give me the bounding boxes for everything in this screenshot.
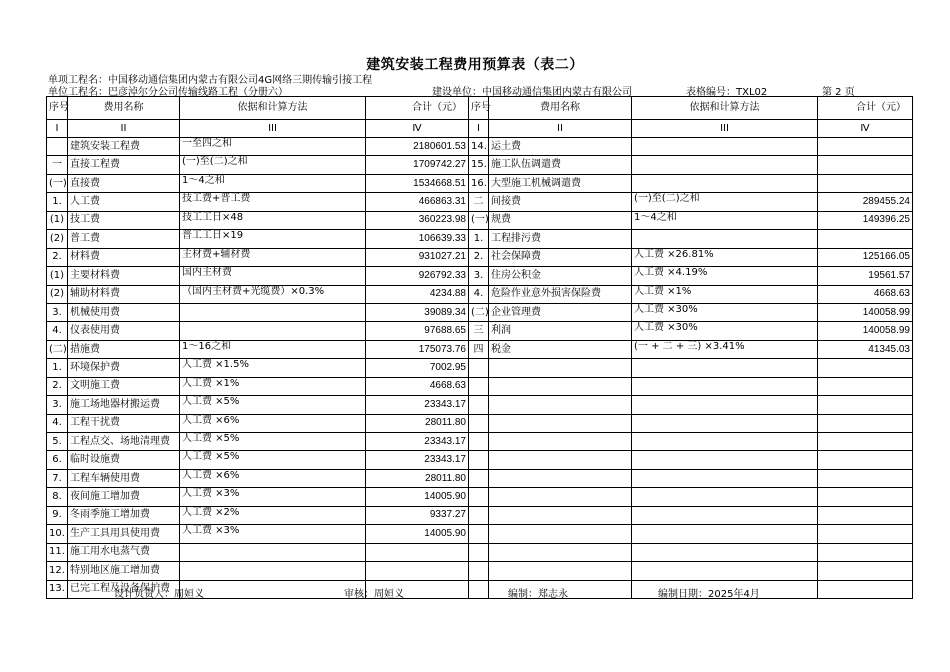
fee-name	[489, 506, 632, 524]
fee-name: 工程点交、场地清理费	[68, 433, 180, 451]
table-row	[47, 469, 913, 487]
calc-basis	[180, 562, 366, 580]
calc-basis: 人工费 ×5%	[180, 451, 366, 469]
fee-name: 工程干扰费	[68, 414, 180, 432]
total-amount: 23343.17	[366, 451, 469, 469]
fee-name: 危险作业意外损害保险费	[489, 285, 632, 303]
fee-name: 特别地区施工增加费	[68, 562, 180, 580]
fee-name	[489, 488, 632, 506]
total-amount: 4668.63	[366, 377, 469, 395]
fee-name	[489, 469, 632, 487]
table-row	[47, 433, 913, 451]
total-amount: 39089.34	[366, 303, 469, 321]
fee-name	[489, 543, 632, 561]
total-amount	[818, 230, 913, 248]
calc-basis: 人工费 ×4.19%	[632, 267, 818, 285]
page-title: 建筑安装工程费用预算表（表二）	[366, 57, 584, 73]
total-amount: 1534668.51	[366, 174, 469, 192]
table-row	[47, 211, 913, 229]
row-number: 3.	[47, 396, 68, 414]
fee-name: 直接工程费	[68, 156, 180, 174]
row-number: 2.	[47, 377, 68, 395]
total-amount: 931027.21	[366, 248, 469, 266]
total-amount: 23343.17	[366, 433, 469, 451]
fee-name: 施工队伍调遣费	[489, 156, 632, 174]
fee-name: 冬雨季施工增加费	[68, 506, 180, 524]
calc-basis: 人工费 ×6%	[180, 414, 366, 432]
row-number	[469, 469, 489, 487]
fee-name: 运土费	[489, 138, 632, 156]
roman-cell: III	[180, 120, 366, 138]
calc-basis: 人工费 ×2%	[180, 506, 366, 524]
fee-name	[489, 451, 632, 469]
total-amount	[818, 525, 913, 543]
table-row	[47, 138, 913, 156]
total-amount	[818, 580, 913, 598]
total-amount: 140058.99	[818, 322, 913, 340]
row-number	[469, 414, 489, 432]
calc-basis: 人工费 ×30%	[632, 322, 818, 340]
table-row	[47, 359, 913, 377]
reviewer-label: 审核：周姮义	[344, 589, 404, 600]
calc-basis: 人工费 ×26.81%	[632, 248, 818, 266]
total-amount: 1709742.27	[366, 156, 469, 174]
calc-basis: (一)至(二)之和	[632, 193, 818, 211]
fee-name: 规费	[489, 211, 632, 229]
calc-basis: 国内主材费	[180, 267, 366, 285]
roman-cell: I	[47, 120, 68, 138]
page-number: 第 2 页	[822, 87, 855, 98]
calc-basis: （国内主材费+光缆费）×0.3%	[180, 285, 366, 303]
calc-basis: 人工费 ×1.5%	[180, 359, 366, 377]
row-number: 3.	[469, 267, 489, 285]
calc-basis: 1～4之和	[180, 174, 366, 192]
calc-basis: 人工费 ×30%	[632, 303, 818, 321]
total-amount	[818, 359, 913, 377]
calc-basis: (一 + 二 + 三) ×3.41%	[632, 340, 818, 358]
row-number: (二)	[469, 303, 489, 321]
budget-table	[46, 96, 913, 599]
project-name: 单项工程名：中国移动通信集团内蒙古有限公司4G网络三期传输引接工程	[48, 75, 373, 86]
calc-basis: 普工工日×19	[180, 230, 366, 248]
fee-name: 辅助材料费	[68, 285, 180, 303]
total-amount	[366, 562, 469, 580]
total-amount	[818, 543, 913, 561]
row-number: 1.	[47, 193, 68, 211]
calc-basis: 1～16之和	[180, 340, 366, 358]
fee-name: 工程排污费	[489, 230, 632, 248]
total-amount: 466863.31	[366, 193, 469, 211]
col-header-total-2: 合计（元）	[818, 97, 913, 120]
fee-name	[489, 377, 632, 395]
total-amount: 23343.17	[366, 396, 469, 414]
row-number: 7.	[47, 469, 68, 487]
calc-basis: 人工费 ×5%	[180, 396, 366, 414]
total-amount: 14005.90	[366, 525, 469, 543]
row-number: 4.	[469, 285, 489, 303]
row-number: 15.	[469, 156, 489, 174]
row-number: 12.	[47, 562, 68, 580]
fee-name: 施工用水电蒸气费	[68, 543, 180, 561]
col-header-total: 合计（元）	[366, 97, 469, 120]
fee-name	[489, 433, 632, 451]
roman-cell: Ⅳ	[818, 120, 913, 138]
fee-name: 材料费	[68, 248, 180, 266]
table-row	[47, 377, 913, 395]
calc-basis: 技工工日×48	[180, 211, 366, 229]
row-number: (一)	[469, 211, 489, 229]
calc-basis	[180, 543, 366, 561]
fee-name: 施工场地器材搬运费	[68, 396, 180, 414]
fee-name: 建筑安装工程费	[68, 138, 180, 156]
total-amount: 360223.98	[366, 211, 469, 229]
total-amount	[818, 506, 913, 524]
total-amount: 125166.05	[818, 248, 913, 266]
calc-basis	[180, 303, 366, 321]
fee-name: 直接费	[68, 174, 180, 192]
col-header-name-2: 费用名称	[489, 97, 632, 120]
fee-name: 普工费	[68, 230, 180, 248]
table-row	[47, 451, 913, 469]
row-number	[469, 488, 489, 506]
table-row	[47, 543, 913, 561]
row-number	[47, 138, 68, 156]
total-amount: 106639.33	[366, 230, 469, 248]
table-row	[47, 506, 913, 524]
row-number: 2.	[469, 248, 489, 266]
row-number	[469, 377, 489, 395]
calc-basis	[180, 322, 366, 340]
compiler-label: 编制：郑志永	[508, 589, 568, 600]
table-row	[47, 174, 913, 192]
total-amount	[818, 377, 913, 395]
roman-cell: II	[489, 120, 632, 138]
total-amount: 4668.63	[818, 285, 913, 303]
fee-name	[489, 359, 632, 377]
fee-name: 利润	[489, 322, 632, 340]
fee-name: 住房公积金	[489, 267, 632, 285]
table-row	[47, 267, 913, 285]
calc-basis	[632, 433, 818, 451]
total-amount: 41345.03	[818, 340, 913, 358]
fee-name: 间接费	[489, 193, 632, 211]
roman-index-row	[47, 120, 913, 138]
row-number: 三	[469, 322, 489, 340]
total-amount: 2180601.53	[366, 138, 469, 156]
fee-name: 人工费	[68, 193, 180, 211]
calc-basis	[180, 580, 366, 598]
row-number: 13.	[47, 580, 68, 598]
fee-name: 已完工程及设备保护费	[68, 580, 180, 598]
row-number: 1.	[47, 359, 68, 377]
total-amount: 175073.76	[366, 340, 469, 358]
row-number: 16.	[469, 174, 489, 192]
total-amount: 140058.99	[818, 303, 913, 321]
fee-name: 技工费	[68, 211, 180, 229]
calc-basis: (一)至(二)之和	[180, 156, 366, 174]
col-header-basis-2: 依据和计算方法	[632, 97, 818, 120]
fee-name: 措施费	[68, 340, 180, 358]
total-amount: 7002.95	[366, 359, 469, 377]
calc-basis: 1～4之和	[632, 211, 818, 229]
row-number	[469, 506, 489, 524]
total-amount	[818, 174, 913, 192]
total-amount	[366, 543, 469, 561]
total-amount: 9337.27	[366, 506, 469, 524]
total-amount	[818, 414, 913, 432]
fee-name: 工程车辆使用费	[68, 469, 180, 487]
calc-basis	[632, 469, 818, 487]
fee-name	[489, 414, 632, 432]
row-number	[469, 433, 489, 451]
total-amount	[818, 138, 913, 156]
fee-name: 主要材料费	[68, 267, 180, 285]
row-number: 一	[47, 156, 68, 174]
fee-name: 税金	[489, 340, 632, 358]
total-amount: 19561.57	[818, 267, 913, 285]
table-row	[47, 488, 913, 506]
row-number	[469, 396, 489, 414]
row-number: 4.	[47, 322, 68, 340]
row-number: 5.	[47, 433, 68, 451]
calc-basis	[632, 543, 818, 561]
total-amount: 4234.88	[366, 285, 469, 303]
fee-name: 环境保护费	[68, 359, 180, 377]
row-number: 9.	[47, 506, 68, 524]
total-amount	[818, 396, 913, 414]
fee-name: 企业管理费	[489, 303, 632, 321]
table-row	[47, 525, 913, 543]
row-number: 6.	[47, 451, 68, 469]
row-number: (2)	[47, 285, 68, 303]
row-number: (1)	[47, 267, 68, 285]
roman-cell: II	[68, 120, 180, 138]
calc-basis	[632, 525, 818, 543]
roman-cell: Ⅳ	[366, 120, 469, 138]
calc-basis	[632, 396, 818, 414]
col-header-no-2: 序号	[469, 97, 489, 120]
table-row	[47, 396, 913, 414]
fee-name	[489, 525, 632, 543]
row-number	[469, 525, 489, 543]
col-header-no: 序号	[47, 97, 68, 120]
row-number: 14.	[469, 138, 489, 156]
row-number: 四	[469, 340, 489, 358]
roman-cell: III	[632, 120, 818, 138]
header-row	[47, 97, 913, 120]
row-number	[469, 580, 489, 598]
calc-basis: 人工费 ×1%	[180, 377, 366, 395]
total-amount	[818, 451, 913, 469]
calc-basis	[632, 359, 818, 377]
build-unit: 建设单位：中国移动通信集团内蒙古有限公司	[432, 87, 632, 98]
fee-name: 仪表使用费	[68, 322, 180, 340]
fee-name	[489, 562, 632, 580]
total-amount	[818, 156, 913, 174]
table-row	[47, 230, 913, 248]
calc-basis	[632, 562, 818, 580]
total-amount: 926792.33	[366, 267, 469, 285]
fee-name: 机械使用费	[68, 303, 180, 321]
table-row	[47, 414, 913, 432]
calc-basis: 主材费+辅材费	[180, 248, 366, 266]
col-header-name: 费用名称	[68, 97, 180, 120]
calc-basis	[632, 138, 818, 156]
date-label: 编制日期：2025年4月	[658, 589, 760, 600]
fee-name: 大型施工机械调遣费	[489, 174, 632, 192]
calc-basis: 人工费 ×1%	[632, 285, 818, 303]
total-amount: 97688.65	[366, 322, 469, 340]
calc-basis: 技工费+普工费	[180, 193, 366, 211]
total-amount: 28011.80	[366, 469, 469, 487]
calc-basis	[632, 451, 818, 469]
calc-basis	[632, 488, 818, 506]
table-row	[47, 562, 913, 580]
row-number: 4.	[47, 414, 68, 432]
calc-basis	[632, 506, 818, 524]
col-header-basis: 依据和计算方法	[180, 97, 366, 120]
row-number	[469, 543, 489, 561]
fee-name	[489, 396, 632, 414]
total-amount: 289455.24	[818, 193, 913, 211]
calc-basis	[632, 414, 818, 432]
total-amount: 28011.80	[366, 414, 469, 432]
table-row	[47, 303, 913, 321]
calc-basis	[632, 174, 818, 192]
calc-basis: 人工费 ×3%	[180, 525, 366, 543]
calc-basis: 人工费 ×3%	[180, 488, 366, 506]
calc-basis	[632, 377, 818, 395]
calc-basis	[632, 156, 818, 174]
row-number	[469, 359, 489, 377]
table-row	[47, 193, 913, 211]
fee-name: 文明施工费	[68, 377, 180, 395]
row-number: 1.	[469, 230, 489, 248]
row-number: 2.	[47, 248, 68, 266]
designer-label: 设计负责人：周姮义	[114, 589, 204, 600]
calc-basis: 人工费 ×5%	[180, 433, 366, 451]
total-amount	[818, 562, 913, 580]
total-amount: 149396.25	[818, 211, 913, 229]
form-number: 表格编号：TXL02	[686, 87, 768, 98]
row-number: (1)	[47, 211, 68, 229]
table-row	[47, 285, 913, 303]
unit-name: 单位工程名：巴彦淖尔分公司传输线路工程（分册六）	[48, 87, 288, 98]
table-row	[47, 248, 913, 266]
row-number: 8.	[47, 488, 68, 506]
row-number: (一)	[47, 174, 68, 192]
fee-name: 夜间施工增加费	[68, 488, 180, 506]
row-number: 二	[469, 193, 489, 211]
total-amount	[818, 488, 913, 506]
row-number: 10.	[47, 525, 68, 543]
total-amount	[818, 469, 913, 487]
roman-cell: I	[469, 120, 489, 138]
calc-basis: 人工费 ×6%	[180, 469, 366, 487]
table-row	[47, 340, 913, 358]
row-number: 11.	[47, 543, 68, 561]
row-number	[469, 451, 489, 469]
fee-name: 社会保障费	[489, 248, 632, 266]
fee-name: 临时设施费	[68, 451, 180, 469]
row-number: (二)	[47, 340, 68, 358]
total-amount	[818, 433, 913, 451]
total-amount: 14005.90	[366, 488, 469, 506]
table-row	[47, 322, 913, 340]
fee-name: 生产工具用具使用费	[68, 525, 180, 543]
table-row	[47, 156, 913, 174]
row-number	[469, 562, 489, 580]
calc-basis	[632, 230, 818, 248]
calc-basis: 一至四之和	[180, 138, 366, 156]
row-number: 3.	[47, 303, 68, 321]
row-number: (2)	[47, 230, 68, 248]
